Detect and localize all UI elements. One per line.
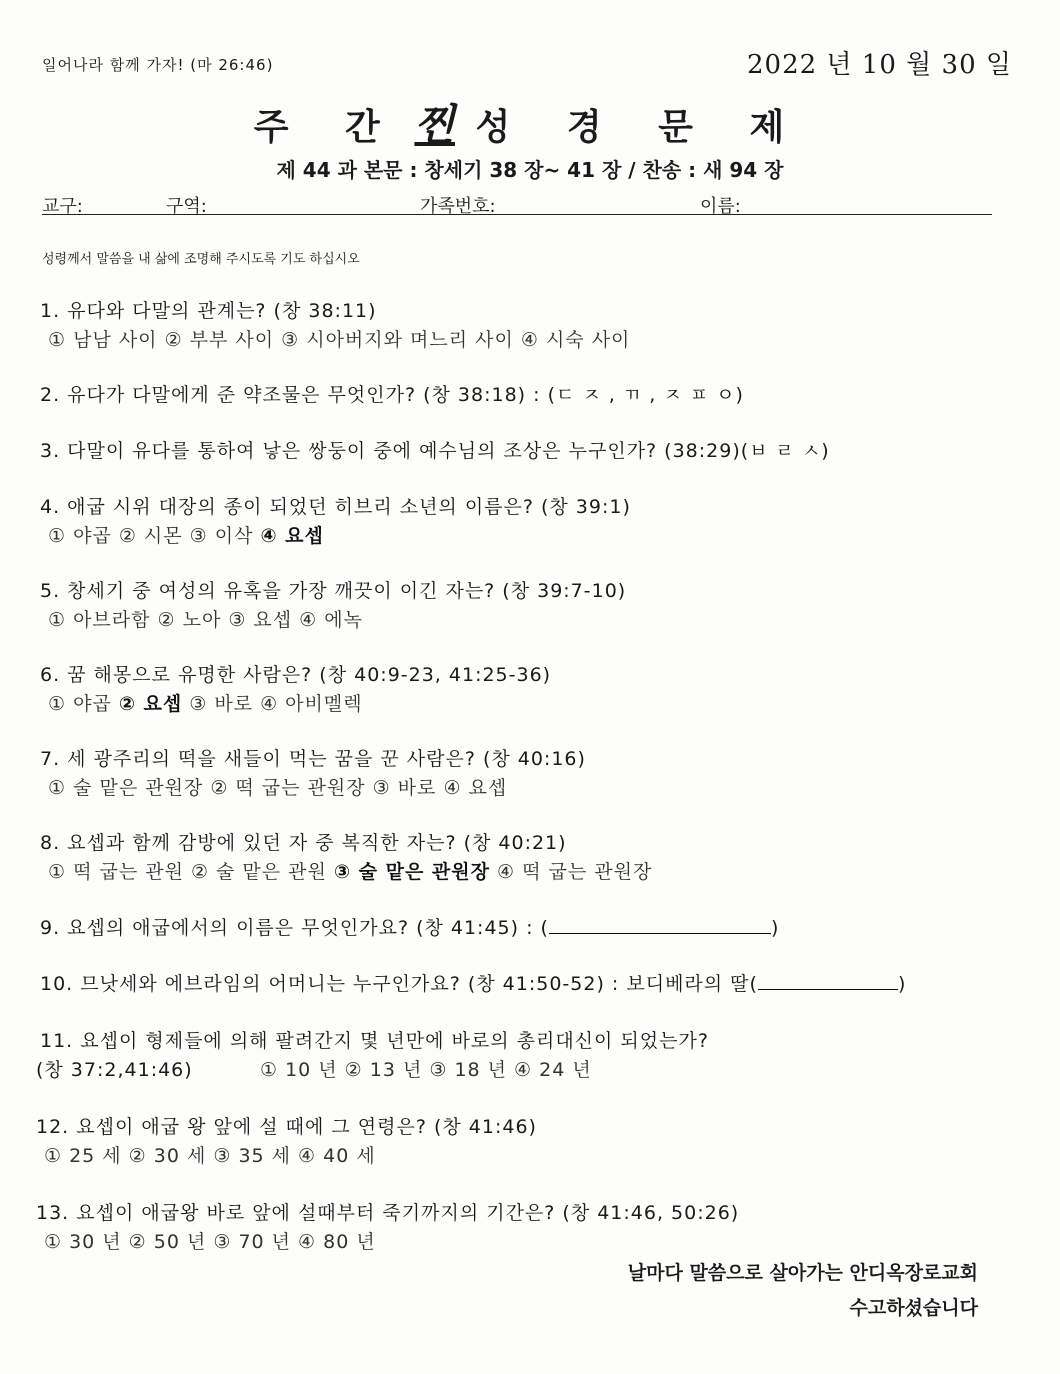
subtitle: 제 44 과 본문 : 창세기 38 장~ 41 장 / 찬송 : 새 94 장 xyxy=(276,158,784,182)
question-9 xyxy=(40,913,779,940)
question-5-options: ① 아브라함 ② 노아 ③ 요셉 ④ 에녹 xyxy=(48,609,363,631)
footer-thanks: 수고하셨습니다 xyxy=(849,1297,978,1319)
opt-text: ① 떡 굽는 관원 ② 술 맡은 관원 xyxy=(48,861,334,883)
question-8: 8. 요셉과 함께 감방에 있던 자 중 복직한 자는? (창 40:21) xyxy=(40,832,567,854)
selected-answer: ③ 술 맡은 관원장 xyxy=(333,861,490,883)
question-11: 11. 요셉이 형제들에 의해 팔려간지 몇 년만에 바로의 총리대신이 되었는가? xyxy=(40,1030,709,1052)
date: 2022 년 10 월 30 일 xyxy=(746,50,1012,80)
selected-answer: ④ 요셉 xyxy=(260,525,324,547)
opt-text: ④ 떡 굽는 관원장 xyxy=(490,861,653,883)
question-11-reference: (창 37:2,41:46) xyxy=(36,1059,193,1081)
question-7-options: ① 술 맡은 관원장 ② 떡 굽는 관원장 ③ 바로 ④ 요셉 xyxy=(48,777,508,799)
question-7: 7. 세 광주리의 떡을 새들이 먹는 꿈을 꾼 사람은? (창 40:16) xyxy=(40,748,586,770)
answer-blank-9[interactable] xyxy=(549,932,771,934)
opt-text: ① 야곱 xyxy=(48,693,119,715)
prayer-instruction: 성령께서 말씀을 내 삶에 조명해 주시도록 기도 하십시오 xyxy=(42,252,360,267)
question-10 xyxy=(40,969,906,996)
motto: 일어나라 함께 가자! (마 26:46) xyxy=(42,56,274,74)
question-5: 5. 창세기 중 여성의 유혹을 가장 깨끗이 이긴 자는? (창 39:7-10) xyxy=(40,580,627,602)
opt-text: ③ 바로 ④ 아비멜렉 xyxy=(182,693,363,715)
district-field[interactable]: 구역: xyxy=(166,196,207,217)
question-6-options xyxy=(48,689,363,716)
title-highlight: 찐 xyxy=(414,100,455,149)
title-part1: 주 간 xyxy=(253,107,402,148)
answer-blank-10[interactable] xyxy=(758,988,898,990)
family-number-field[interactable]: 가족번호: xyxy=(420,196,496,217)
question-1: 1. 유다와 다말의 관계는? (창 38:11) xyxy=(40,300,377,322)
name-field[interactable]: 이름: xyxy=(700,196,741,217)
selected-answer: ② 요셉 xyxy=(118,693,183,715)
title-part2: 성 경 문 제 xyxy=(475,107,807,148)
question-10-text: 10. 므낫세와 에브라임의 어머니는 누구인가요? (창 41:50-52) : 보디베라의 딸( xyxy=(40,973,758,995)
question-12-options: ① 25 세 ② 30 세 ③ 35 세 ④ 40 세 xyxy=(44,1145,376,1167)
question-13-options: ① 30 년 ② 50 년 ③ 70 년 ④ 80 년 xyxy=(44,1231,376,1253)
question-3: 3. 다말이 유다를 통하여 낳은 쌍둥이 중에 예수님의 조상은 누구인가? (38:29)(ㅂ ㄹ ㅅ) xyxy=(40,440,830,462)
question-12: 12. 요셉이 애굽 왕 앞에 설 때에 그 연령은? (창 41:46) xyxy=(36,1116,537,1138)
question-4: 4. 애굽 시위 대장의 종이 되었던 히브리 소년의 이름은? (창 39:1) xyxy=(40,496,631,518)
question-1-options: ① 남남 사이 ② 부부 사이 ③ 시아버지와 며느리 사이 ④ 시숙 사이 xyxy=(48,329,631,351)
question-9-text: 9. 요셉의 애굽에서의 이름은 무엇인가요? (창 41:45) : ( xyxy=(40,917,549,939)
info-row xyxy=(42,190,992,215)
question-6: 6. 꿈 해몽으로 유명한 사람은? (창 40:9-23, 41:25-36) xyxy=(40,664,552,686)
question-10-close: ) xyxy=(897,973,907,995)
page-title xyxy=(0,92,1060,152)
question-9-close: ) xyxy=(770,917,780,939)
church-field[interactable]: 교구: xyxy=(42,196,83,217)
footer-church: 날마다 말씀으로 살아가는 안디옥장로교회 xyxy=(627,1262,978,1284)
question-8-options xyxy=(48,857,652,884)
question-11-options: ① 10 년 ② 13 년 ③ 18 년 ④ 24 년 xyxy=(260,1059,592,1081)
question-2: 2. 유다가 다말에게 준 약조물은 무엇인가? (창 38:18) : (ㄷ ㅈ , ㄲ , ㅈ ㅍ ㅇ) xyxy=(40,384,744,406)
question-4-options xyxy=(48,521,324,548)
question-13: 13. 요셉이 애굽왕 바로 앞에 설때부터 죽기까지의 기간은? (창 41:46, 50:26) xyxy=(36,1202,740,1224)
opt-text: ① 야곱 ② 시몬 ③ 이삭 xyxy=(48,525,261,547)
